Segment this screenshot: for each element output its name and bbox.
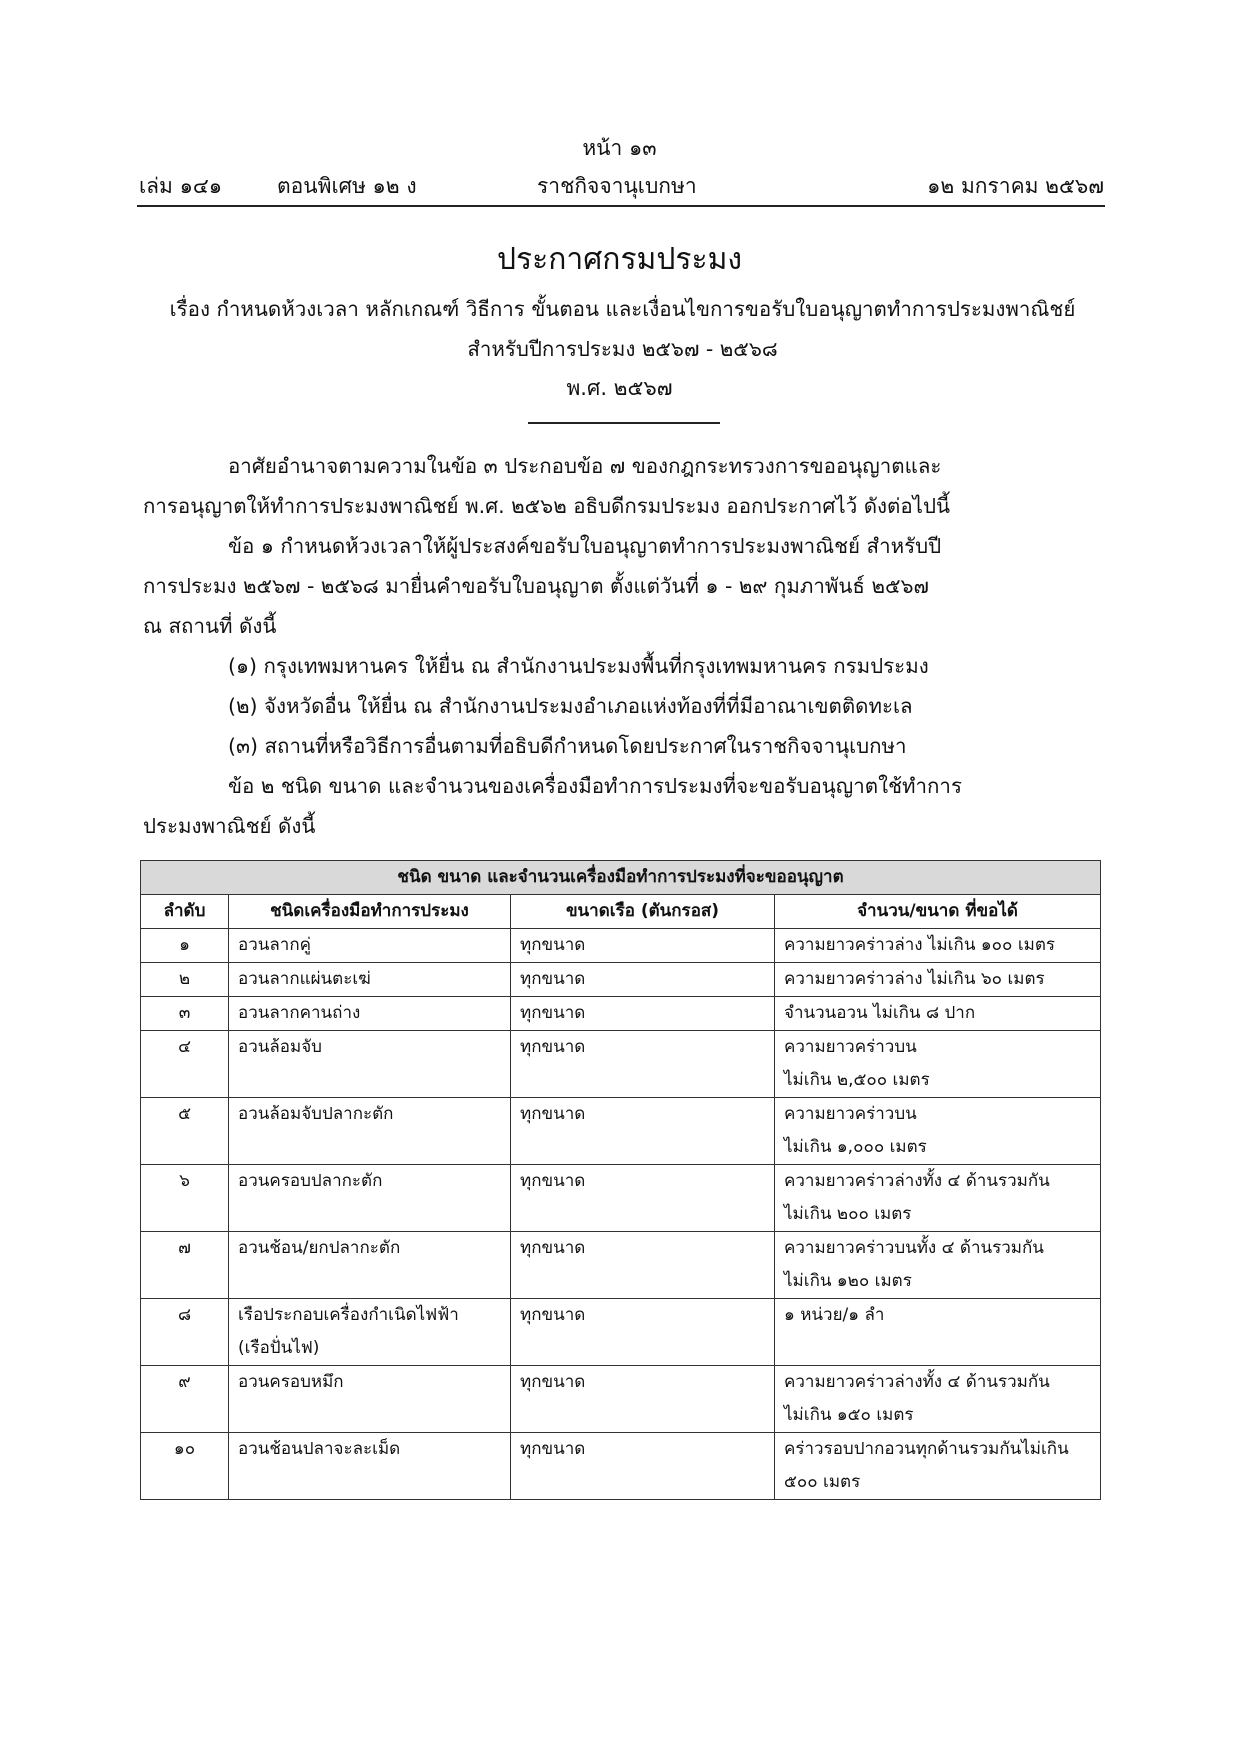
clause-1-line-3: ณ สถานที่ ดังนี้ (143, 614, 277, 638)
gear-limit-line-1: คร่าวรอบปากอวนทุกด้านรวมกันไม่เกิน (784, 1439, 1069, 1459)
title-divider (528, 422, 720, 424)
row-number: ๗ (141, 1232, 229, 1299)
row-number: ๘ (141, 1299, 229, 1366)
header-divider (137, 205, 1105, 207)
gear-type-line-2: (เรือปั่นไฟ) (238, 1338, 320, 1358)
clause-2-line-2: ประมงพาณิชย์ ดังนี้ (143, 814, 316, 838)
vessel-size: ทุกขนาด (511, 1299, 775, 1366)
column-header-order: ลำดับ (141, 895, 229, 929)
gear-limit-line-2: ๕๐๐ เมตร (784, 1472, 861, 1492)
paragraph-1-line-2: การอนุญาตให้ทำการประมงพาณิชย์ พ.ศ. ๒๕๖๒ อธิบดีกรมประมง ออกประกาศไว้ ดังต่อไปนี้ (143, 494, 951, 518)
table-caption: ชนิด ขนาด และจำนวนเครื่องมือทำการประมงที่จะขออนุญาต (141, 861, 1101, 895)
gear-type: อวนลากแผ่นตะเฆ่ (229, 963, 511, 997)
row-number: ๒ (141, 963, 229, 997)
gear-limit-line-1: ความยาวคร่าวบนทั้ง ๔ ด้านรวมกัน (784, 1238, 1044, 1258)
gear-limit-line-1: ความยาวคร่าวล่างทั้ง ๔ ด้านรวมกัน (784, 1171, 1050, 1191)
row-number: ๔ (141, 1031, 229, 1098)
subject-line-1: เรื่อง กำหนดห้วงเวลา หลักเกณฑ์ วิธีการ ขั้นตอน และเงื่อนไขการขอรับใบอนุญาตทำการประมงพาณิชย์ (169, 297, 1076, 321)
row-number: ๑๐ (141, 1433, 229, 1500)
publication-date: ๑๒ มกราคม ๒๕๖๗ (927, 174, 1104, 198)
gear-limit: ความยาวคร่าวล่าง ไม่เกิน ๑๐๐ เมตร (775, 929, 1101, 963)
table-row (141, 1366, 1101, 1433)
row-number: ๕ (141, 1098, 229, 1165)
clause-1-item-1: (๑) กรุงเทพมหานคร ให้ยื่น ณ สำนักงานประมงพื้นที่กรุงเทพมหานคร กรมประมง (228, 654, 929, 678)
vessel-size: ทุกขนาด (511, 997, 775, 1031)
table-row (141, 1098, 1101, 1165)
gear-type: อวนลากคานถ่าง (229, 997, 511, 1031)
gear-limit (775, 1232, 1101, 1299)
gear-type: อวนล้อมจับปลากะตัก (229, 1098, 511, 1165)
clause-1-line-1: ข้อ ๑ กำหนดห้วงเวลาให้ผู้ประสงค์ขอรับใบอนุญาตทำการประมงพาณิชย์ สำหรับปี (228, 534, 942, 558)
table-row (141, 1433, 1101, 1500)
vessel-size: ทุกขนาด (511, 1165, 775, 1232)
clause-1-line-2: การประมง ๒๕๖๗ - ๒๕๖๘ มายื่นคำขอรับใบอนุญาต ตั้งแต่วันที่ ๑ - ๒๙ กุมภาพันธ์ ๒๕๖๗ (143, 574, 929, 598)
table-row (141, 997, 1101, 1031)
vessel-size: ทุกขนาด (511, 1433, 775, 1500)
gear-limit: ๑ หน่วย/๑ ลำ (775, 1299, 1101, 1366)
gear-type (229, 1299, 511, 1366)
gear-limit: จำนวนอวน ไม่เกิน ๘ ปาก (775, 997, 1101, 1031)
table-row (141, 1165, 1101, 1232)
clause-1-item-2: (๒) จังหวัดอื่น ให้ยื่น ณ สำนักงานประมงอำเภอแห่งท้องที่ที่มีอาณาเขตติดทะเล (228, 694, 913, 718)
row-number: ๑ (141, 929, 229, 963)
gear-limit-line-2: ไม่เกิน ๑๒๐ เมตร (784, 1271, 912, 1291)
gear-type: อวนครอบปลากะตัก (229, 1165, 511, 1232)
column-header-gear: ชนิดเครื่องมือทำการประมง (229, 895, 511, 929)
gear-limit (775, 1433, 1101, 1500)
vessel-size: ทุกขนาด (511, 1232, 775, 1299)
gear-type: อวนช้อน/ยกปลากะตัก (229, 1232, 511, 1299)
gear-limit-line-2: ไม่เกิน ๒๐๐ เมตร (784, 1204, 912, 1224)
gear-limit-line-1: ความยาวคร่าวล่างทั้ง ๔ ด้านรวมกัน (784, 1372, 1050, 1392)
gear-limit-line-1: ความยาวคร่าวบน (784, 1104, 917, 1124)
row-number: ๖ (141, 1165, 229, 1232)
paragraph-1-line-1: อาศัยอำนาจตามความในข้อ ๓ ประกอบข้อ ๗ ของกฎกระทรวงการขออนุญาตและ (228, 454, 942, 478)
gear-limit-line-2: ไม่เกิน ๑๕๐ เมตร (784, 1405, 914, 1425)
fishing-gear-table (140, 860, 1101, 1500)
table-row (141, 929, 1101, 963)
table-row (141, 963, 1101, 997)
row-number: ๙ (141, 1366, 229, 1433)
gear-limit (775, 1366, 1101, 1433)
gazette-header (139, 170, 1104, 204)
table-caption-row (141, 861, 1101, 895)
volume-number: เล่ม ๑๔๑ (139, 174, 223, 198)
announcement-title: ประกาศกรมประมง (496, 242, 743, 277)
gear-type: อวนครอบหมึก (229, 1366, 511, 1433)
gear-limit: ความยาวคร่าวล่าง ไม่เกิน ๖๐ เมตร (775, 963, 1101, 997)
table-row (141, 1031, 1101, 1098)
table-header-row (141, 895, 1101, 929)
clause-2-line-1: ข้อ ๒ ชนิด ขนาด และจำนวนของเครื่องมือทำการประมงที่จะขอรับอนุญาตใช้ทำการ (228, 774, 962, 798)
table-row (141, 1299, 1101, 1366)
vessel-size: ทุกขนาด (511, 963, 775, 997)
vessel-size: ทุกขนาด (511, 929, 775, 963)
issue-number: ตอนพิเศษ ๑๒ ง (277, 174, 417, 198)
gazette-name: ราชกิจจานุเบกษา (537, 174, 697, 198)
announcement-subject (140, 289, 1105, 369)
gear-limit-line-2: ไม่เกิน ๒,๕๐๐ เมตร (784, 1070, 930, 1090)
gear-type-line-1: เรือประกอบเครื่องกำเนิดไฟฟ้า (238, 1305, 459, 1325)
table-row (141, 1232, 1101, 1299)
gear-limit (775, 1031, 1101, 1098)
page-number: หน้า ๑๓ (582, 136, 657, 160)
vessel-size: ทุกขนาด (511, 1031, 775, 1098)
gear-type: อวนลากคู่ (229, 929, 511, 963)
column-header-limit: จำนวน/ขนาด ที่ขอได้ (775, 895, 1101, 929)
gear-limit-line-1: ความยาวคร่าวบน (784, 1037, 917, 1057)
vessel-size: ทุกขนาด (511, 1366, 775, 1433)
gear-limit (775, 1098, 1101, 1165)
subject-line-2: สำหรับปีการประมง ๒๕๖๗ - ๒๕๖๘ (467, 337, 778, 361)
gear-limit (775, 1165, 1101, 1232)
gear-type: อวนล้อมจับ (229, 1031, 511, 1098)
row-number: ๓ (141, 997, 229, 1031)
column-header-vessel-size: ขนาดเรือ (ตันกรอส) (511, 895, 775, 929)
vessel-size: ทุกขนาด (511, 1098, 775, 1165)
clause-1-item-3: (๓) สถานที่หรือวิธีการอื่นตามที่อธิบดีกำหนดโดยประกาศในราชกิจจานุเบกษา (228, 734, 907, 758)
gear-limit-line-2: ไม่เกิน ๑,๐๐๐ เมตร (784, 1137, 927, 1157)
announcement-year: พ.ศ. ๒๕๖๗ (566, 376, 673, 400)
gear-type: อวนช้อนปลาจะละเม็ด (229, 1433, 511, 1500)
